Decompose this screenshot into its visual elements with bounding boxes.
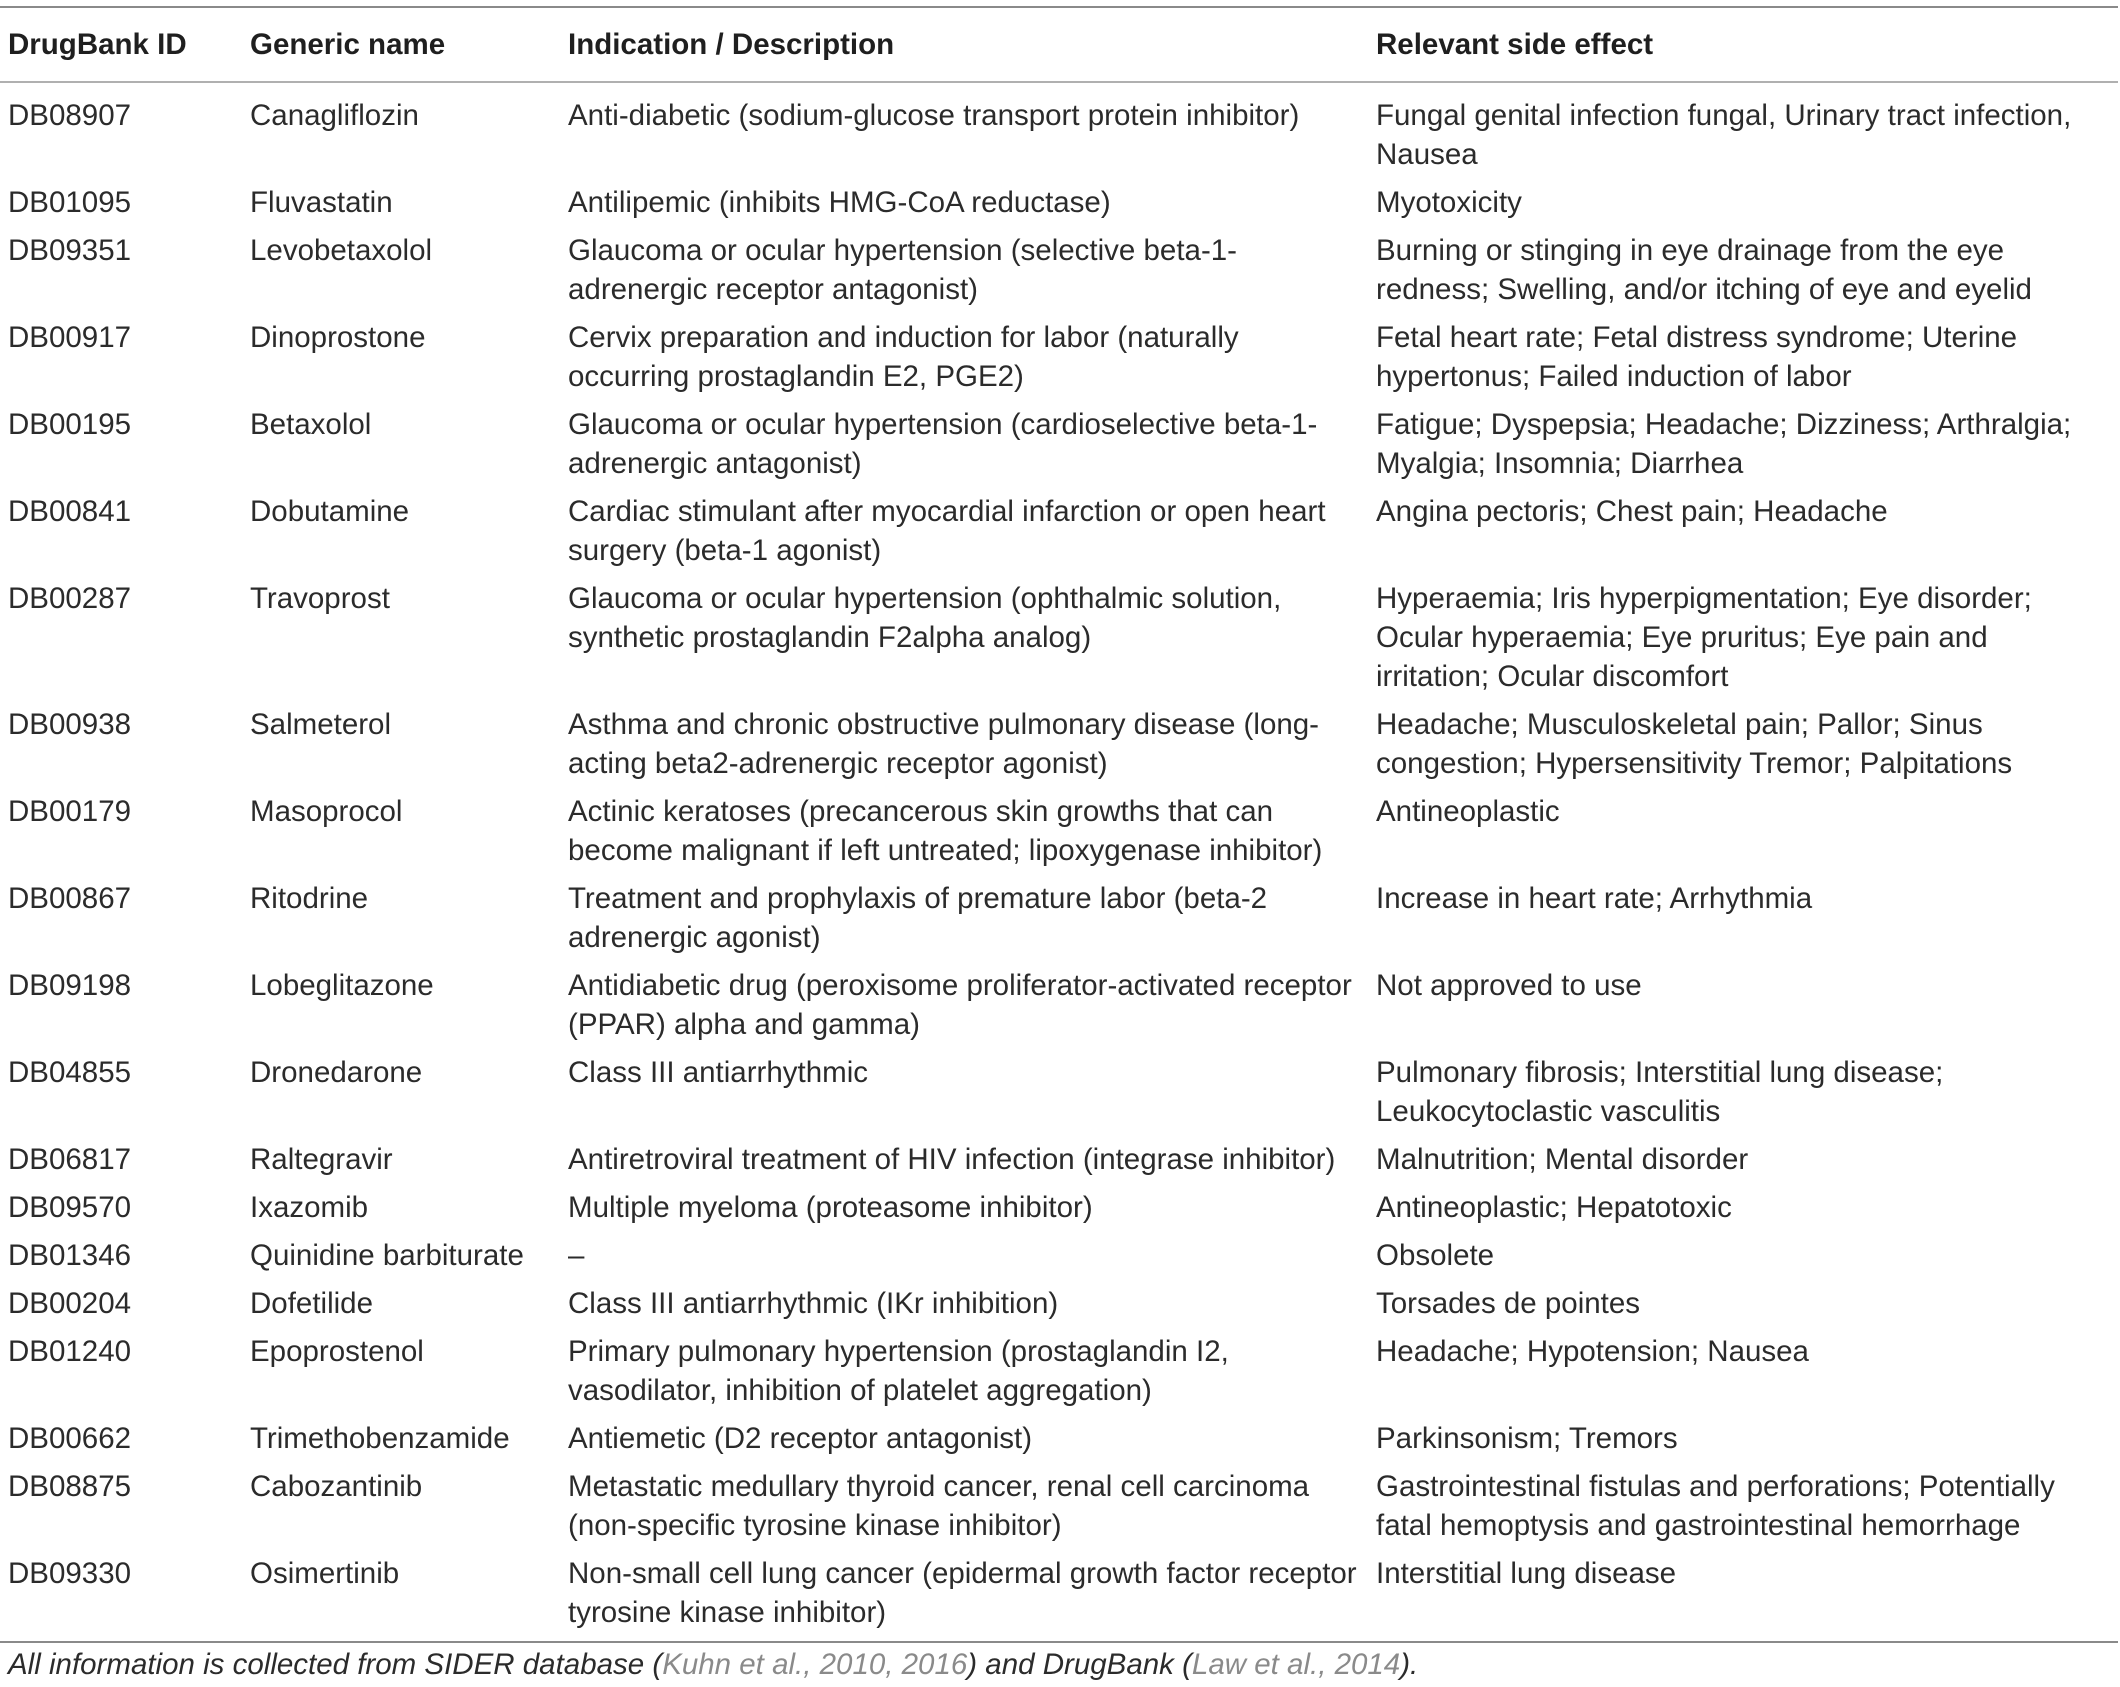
cell-generic-name: Masoprocol <box>250 795 403 828</box>
cell-drugbank-id: DB06817 <box>8 1143 132 1176</box>
table-row <box>0 1461 2118 1548</box>
cell-drugbank-id: DB09351 <box>8 234 132 267</box>
cell-generic-name: Dofetilide <box>250 1287 373 1320</box>
cell-indication: Antiretroviral treatment of HIV infection (integrase inhibitor) <box>568 1143 1336 1176</box>
cell-indication: Primary pulmonary hypertension (prostaglandin I2, vasodilator, inhibition of platelet aggregation) <box>568 1335 1229 1407</box>
cell-generic-name: Ritodrine <box>250 882 369 915</box>
cell-generic-name: Osimertinib <box>250 1557 400 1590</box>
header-row <box>0 7 2118 82</box>
header-side-effect: Relevant side effect <box>1376 28 1654 61</box>
table-row <box>0 873 2118 960</box>
cell-generic-name: Quinidine barbiturate <box>250 1239 524 1272</box>
table-row <box>0 225 2118 312</box>
cell-drugbank-id: DB08907 <box>8 99 132 132</box>
cell-indication: Cervix preparation and induction for labor (naturally occurring prostaglandin E2, PGE2) <box>568 321 1239 393</box>
cell-generic-name: Fluvastatin <box>250 186 393 219</box>
table-row <box>0 786 2118 873</box>
cell-indication: Antidiabetic drug (peroxisome proliferator-activated receptor (PPAR) alpha and gamma) <box>568 969 1352 1041</box>
table-row <box>0 960 2118 1047</box>
header-indication: Indication / Description <box>568 28 895 61</box>
cell-indication: Glaucoma or ocular hypertension (cardioselective beta-1-adrenergic antagonist) <box>568 408 1318 480</box>
table-row <box>0 1278 2118 1326</box>
cell-generic-name: Trimethobenzamide <box>250 1422 510 1455</box>
cell-side-effect: Myotoxicity <box>1376 186 1522 219</box>
cell-side-effect: Fungal genital infection fungal, Urinary tract infection, Nausea <box>1376 99 2072 171</box>
table-row <box>0 1230 2118 1278</box>
cell-indication: Glaucoma or ocular hypertension (ophthalmic solution, synthetic prostaglandin F2alpha analog) <box>568 582 1282 654</box>
cell-indication: Antiemetic (D2 receptor antagonist) <box>568 1422 1033 1455</box>
drug-table <box>0 6 2118 1643</box>
cell-drugbank-id: DB00867 <box>8 882 132 915</box>
cell-indication: Class III antiarrhythmic (IKr inhibition) <box>568 1287 1059 1320</box>
cell-drugbank-id: DB00662 <box>8 1422 132 1455</box>
table-row <box>0 399 2118 486</box>
cell-indication: Multiple myeloma (proteasome inhibitor) <box>568 1191 1093 1224</box>
table-body <box>0 82 2118 1642</box>
cell-side-effect: Torsades de pointes <box>1376 1287 1641 1320</box>
cell-side-effect: Fetal heart rate; Fetal distress syndrome; Uterine hypertonus; Failed induction of labor <box>1376 321 2018 393</box>
cell-indication: Glaucoma or ocular hypertension (selective beta-1-adrenergic receptor antagonist) <box>568 234 1237 306</box>
cell-indication: Anti-diabetic (sodium-glucose transport protein inhibitor) <box>568 99 1300 132</box>
cell-side-effect: Pulmonary fibrosis; Interstitial lung disease; Leukocytoclastic vasculitis <box>1376 1056 1944 1128</box>
cell-generic-name: Canagliflozin <box>250 99 419 132</box>
cell-generic-name: Betaxolol <box>250 408 372 441</box>
header-generic-name: Generic name <box>250 28 446 61</box>
cell-side-effect: Burning or stinging in eye drainage from the eye redness; Swelling, and/or itching of eye and eyelid <box>1376 234 2032 306</box>
footnote-text-2: ) and DrugBank ( <box>967 1648 1192 1681</box>
cell-generic-name: Levobetaxolol <box>250 234 433 267</box>
cell-side-effect: Not approved to use <box>1376 969 1642 1002</box>
table-row <box>0 82 2118 177</box>
cell-drugbank-id: DB04855 <box>8 1056 132 1089</box>
cell-generic-name: Raltegravir <box>250 1143 393 1176</box>
cell-indication: Metastatic medullary thyroid cancer, renal cell carcinoma (non-specific tyrosine kinase inhibitor) <box>568 1470 1310 1542</box>
cell-indication: – <box>568 1239 585 1272</box>
footnote-text-3: ). <box>1400 1648 1419 1681</box>
cell-side-effect: Obsolete <box>1376 1239 1495 1272</box>
cell-drugbank-id: DB00938 <box>8 708 132 741</box>
cell-side-effect: Parkinsonism; Tremors <box>1376 1422 1678 1455</box>
table-row <box>0 177 2118 225</box>
table-row <box>0 1047 2118 1134</box>
table-row <box>0 1134 2118 1182</box>
cell-side-effect: Headache; Musculoskeletal pain; Pallor; Sinus congestion; Hypersensitivity Tremor; Palpitations <box>1376 708 2013 780</box>
cell-drugbank-id: DB00841 <box>8 495 132 528</box>
cell-drugbank-id: DB09198 <box>8 969 132 1002</box>
table-row <box>0 1413 2118 1461</box>
cell-side-effect: Malnutrition; Mental disorder <box>1376 1143 1749 1176</box>
cell-generic-name: Salmeterol <box>250 708 392 741</box>
table-row <box>0 1326 2118 1413</box>
cell-indication: Treatment and prophylaxis of premature labor (beta-2 adrenergic agonist) <box>568 882 1268 954</box>
cell-side-effect: Hyperaemia; Iris hyperpigmentation; Eye disorder; Ocular hyperaemia; Eye pruritus; Eye pain and irritation; Ocular discomfort <box>1376 582 2032 693</box>
citation-kuhn[interactable]: Kuhn et al., 2010, 2016 <box>662 1648 968 1681</box>
cell-indication: Cardiac stimulant after myocardial infarction or open heart surgery (beta-1 agonist) <box>568 495 1326 567</box>
table-row <box>0 699 2118 786</box>
table-row <box>0 312 2118 399</box>
cell-drugbank-id: DB00195 <box>8 408 132 441</box>
cell-generic-name: Dobutamine <box>250 495 410 528</box>
cell-side-effect: Antineoplastic; Hepatotoxic <box>1376 1191 1732 1224</box>
cell-generic-name: Dronedarone <box>250 1056 423 1089</box>
cell-indication: Antilipemic (inhibits HMG-CoA reductase) <box>568 186 1111 219</box>
footnote <box>8 1648 1418 1682</box>
cell-drugbank-id: DB00287 <box>8 582 132 615</box>
table-row <box>0 573 2118 699</box>
cell-generic-name: Travoprost <box>250 582 390 615</box>
cell-drugbank-id: DB01240 <box>8 1335 132 1368</box>
cell-indication: Asthma and chronic obstructive pulmonary disease (long-acting beta2-adrenergic receptor agonist) <box>568 708 1319 780</box>
cell-side-effect: Fatigue; Dyspepsia; Headache; Dizziness; Arthralgia; Myalgia; Insomnia; Diarrhea <box>1376 408 2072 480</box>
cell-generic-name: Ixazomib <box>250 1191 369 1224</box>
table-row <box>0 1548 2118 1642</box>
cell-side-effect: Gastrointestinal fistulas and perforations; Potentially fatal hemoptysis and gastrointestinal hemorrhage <box>1376 1470 2055 1542</box>
cell-drugbank-id: DB09570 <box>8 1191 132 1224</box>
cell-drugbank-id: DB01346 <box>8 1239 132 1272</box>
cell-indication: Actinic keratoses (precancerous skin growths that can become malignant if left untreated; lipoxygenase inhibitor) <box>568 795 1323 867</box>
cell-generic-name: Lobeglitazone <box>250 969 434 1002</box>
cell-side-effect: Interstitial lung disease <box>1376 1557 1677 1590</box>
table-header <box>0 7 2118 82</box>
cell-side-effect: Angina pectoris; Chest pain; Headache <box>1376 495 1888 528</box>
cell-drugbank-id: DB01095 <box>8 186 132 219</box>
cell-drugbank-id: DB00917 <box>8 321 132 354</box>
cell-drugbank-id: DB09330 <box>8 1557 132 1590</box>
cell-drugbank-id: DB08875 <box>8 1470 132 1503</box>
cell-generic-name: Cabozantinib <box>250 1470 423 1503</box>
footnote-text-1: All information is collected from SIDER database ( <box>8 1648 663 1681</box>
table-row <box>0 1182 2118 1230</box>
cell-side-effect: Antineoplastic <box>1376 795 1560 828</box>
header-drugbank-id: DrugBank ID <box>8 28 187 61</box>
citation-law[interactable]: Law et al., 2014 <box>1191 1648 1401 1681</box>
cell-generic-name: Dinoprostone <box>250 321 426 354</box>
cell-side-effect: Headache; Hypotension; Nausea <box>1376 1335 1809 1368</box>
cell-generic-name: Epoprostenol <box>250 1335 424 1368</box>
cell-indication: Non-small cell lung cancer (epidermal growth factor receptor tyrosine kinase inhibitor) <box>568 1557 1357 1629</box>
table-row <box>0 486 2118 573</box>
cell-drugbank-id: DB00204 <box>8 1287 132 1320</box>
cell-drugbank-id: DB00179 <box>8 795 132 828</box>
cell-indication: Class III antiarrhythmic <box>568 1056 868 1089</box>
cell-side-effect: Increase in heart rate; Arrhythmia <box>1376 882 1813 915</box>
